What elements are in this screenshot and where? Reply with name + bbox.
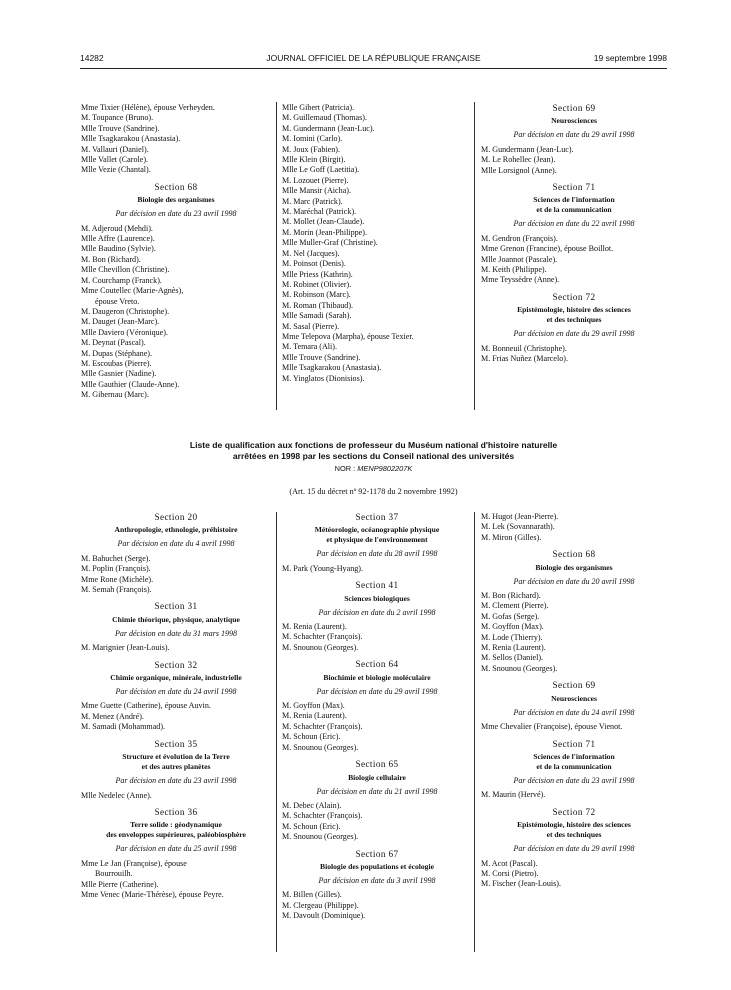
name-entry: M. Schachter (François). (282, 811, 363, 821)
section-block (481, 680, 667, 732)
section-subject-line: Structure et évolution de la Terre (122, 752, 230, 762)
section-subject-line: et des techniques (546, 315, 602, 325)
section-heading: Section 64 (355, 659, 399, 670)
section-subject (282, 862, 472, 872)
name-entry: M. Acot (Pascal). (481, 858, 538, 868)
name-entry: M. Morin (Jean-Philippe). (282, 227, 367, 237)
nor-code: MENP9802207K (357, 464, 413, 473)
name-entry: M. Schoun (Eric). (282, 732, 341, 742)
section-subject-line: Biologie cellulaire (348, 772, 406, 782)
name-entry: Mme Rone (Michèle). (81, 574, 154, 584)
section-subject-line: Epistémologie, histoire des sciences (517, 305, 631, 315)
section-subject (481, 752, 667, 772)
section-block (81, 807, 271, 900)
section-heading: Section 69 (552, 103, 596, 113)
name-entry: M. Sellos (Daniel). (481, 653, 544, 663)
name-entry: M. Bahuchet (Serge). (81, 553, 151, 563)
section-heading: Section 32 (154, 659, 198, 670)
section-heading: Section 65 (355, 759, 399, 770)
section-subject-line: Sciences de l'information (533, 751, 615, 761)
name-entry: M. Bon (Richard). (481, 591, 541, 601)
name-entry: M. Gibernau (Marc). (81, 390, 149, 400)
section-heading: Section 20 (154, 512, 198, 522)
top-column-2 (282, 103, 472, 384)
name-entry: M. Vallauri (Daniel). (81, 144, 149, 154)
decision-date: Par décision en date du 31 mars 1998 (115, 628, 237, 638)
decision-date: Par décision en date du 20 avril 1998 (513, 576, 635, 586)
section-subject-line: et des techniques (546, 830, 602, 840)
section-block (81, 739, 271, 801)
name-entry: M. Temara (Ali). (282, 342, 338, 352)
section-subject-line: et de la communication (536, 761, 612, 771)
name-entry: Mlle Klein (Birgit). (282, 155, 346, 165)
name-entry: Bourrouilh. (95, 869, 133, 879)
name-entry: M. Bon (Richard). (81, 254, 141, 264)
name-entry: Mlle Le Goff (Laetitia). (282, 165, 360, 175)
section-block (282, 580, 472, 653)
section-block (282, 849, 472, 922)
name-entry: M. Davoult (Dominique). (282, 911, 366, 921)
section-heading: Section 36 (154, 806, 198, 817)
name-entry: Mlle Chevillon (Christine). (81, 265, 170, 275)
name-entry: M. Frias Nuñez (Marcelo). (481, 354, 568, 364)
publication-date: 19 septembre 1998 (593, 53, 667, 63)
name-entry: M. Snounou (Georges). (282, 832, 359, 842)
section-subject-line: Terre solide : géodynamique (130, 820, 222, 830)
section-subject (282, 773, 472, 783)
list-title (80, 440, 667, 462)
decision-date: Par décision en date du 29 avril 1998 (513, 130, 635, 140)
section-subject (81, 673, 271, 683)
name-entry: M. Joux (Fabien). (282, 144, 340, 154)
name-entry: M. Courchamp (Franck). (81, 275, 162, 285)
decision-date: Par décision en date du 21 avril 1998 (316, 786, 438, 796)
section-subject-line: Biologie des organismes (535, 562, 613, 572)
name-entry: M. Marc (Patrick). (282, 196, 343, 206)
name-entry: M. Snounou (Georges). (481, 663, 558, 673)
name-entry: Mlle Gasnier (Nadine). (81, 369, 157, 379)
name-entry: M. Dupas (Stéphane). (81, 348, 153, 358)
name-entry: M. Renia (Laurent). (282, 711, 347, 721)
section-subject (81, 820, 271, 840)
section-subject-line: Biologie des populations et écologie (320, 861, 434, 871)
name-entry: M. Bonneuil (Christophe). (481, 343, 567, 353)
section-subject (282, 525, 472, 545)
name-entry: M. Snounou (Georges). (282, 642, 359, 652)
section-subject-line: Chimie organique, minérale, industrielle (110, 673, 242, 683)
name-entry: M. Gundermann (Jean-Luc). (481, 144, 574, 154)
decision-date: Par décision en date du 23 avril 1998 (115, 776, 237, 786)
name-entry: M. Debec (Alain). (282, 800, 342, 810)
name-entry: M. Schachter (François). (282, 632, 363, 642)
section-block (481, 292, 667, 365)
name-entry: Mme Grenon (Francine), épouse Boillot. (481, 244, 614, 254)
section-block (81, 512, 271, 595)
decision-date: Par décision en date du 24 avril 1998 (115, 687, 237, 697)
name-entry: M. Samadi (Mohammad). (81, 722, 166, 732)
decision-date: Par décision en date du 29 avril 1998 (513, 844, 635, 854)
name-entry: M. Miron (Gilles). (481, 532, 542, 542)
section-subject-line: et des autres planètes (141, 762, 211, 772)
section-subject (282, 673, 472, 683)
section-subject-line: Chimie théorique, physique, analytique (112, 614, 240, 624)
section-subject-line: et physique de l'environnement (326, 535, 428, 545)
header-rule (80, 68, 667, 69)
top-column-1 (81, 103, 271, 401)
name-entry: M. Robinet (Olivier). (282, 279, 352, 289)
name-entry: Mme Coutellec (Marie-Agnès), (81, 286, 184, 296)
section-heading: Section 37 (355, 512, 399, 522)
section-subject (81, 752, 271, 772)
decision-date: Par décision en date du 29 avril 1998 (513, 329, 635, 339)
section-heading: Section 41 (355, 580, 399, 591)
section-heading: Section 69 (552, 680, 596, 691)
section-block (81, 601, 271, 653)
name-entry: Mlle Gauthier (Claude-Anne). (81, 379, 180, 389)
name-entry: M. Lek (Sovannarath). (481, 522, 555, 532)
section-block (282, 512, 472, 574)
name-entry: Mlle Trouve (Sandrine). (282, 352, 361, 362)
name-entry: M. Guillemaud (Thomas). (282, 113, 367, 123)
section-subject-line: et de la communication (536, 205, 612, 215)
bottom-column-1 (81, 506, 271, 900)
section-subject-line: Météorologie, océanographie physique (314, 525, 440, 535)
name-entry: M. Dauget (Jean-Marc). (81, 317, 160, 327)
section-heading: Section 68 (154, 181, 198, 192)
name-entry: Mme Chevalier (Françoise), épouse Vienot. (481, 722, 623, 732)
name-entry: M. Fischer (Jean-Louis). (481, 879, 562, 889)
name-entry: Mlle Trouve (Sandrine). (81, 123, 160, 133)
section-subject (481, 694, 667, 704)
name-entry: M. Nel (Jacques). (282, 248, 340, 258)
name-entry: Mlle Affre (Laurence). (81, 234, 155, 244)
journal-title: JOURNAL OFFICIEL DE LA RÉPUBLIQUE FRANÇAISE (266, 53, 481, 63)
name-entry: Mlle Joannot (Pascale). (481, 254, 558, 264)
name-entry: M. Snounou (Georges). (282, 742, 359, 752)
name-entry: Mlle Vezie (Chantal). (81, 165, 151, 175)
section-subject (481, 116, 667, 126)
page-header (80, 53, 667, 67)
section-subject (481, 820, 667, 840)
decision-date: Par décision en date du 3 avril 1998 (318, 875, 436, 885)
section-heading: Section 71 (552, 738, 596, 749)
decision-date: Par décision en date du 24 avril 1998 (513, 707, 635, 717)
section-subject-line: Sciences de l'information (533, 195, 615, 205)
name-entry: Mme Teyssèdre (Anne). (481, 275, 560, 285)
name-entry: Mme Le Jan (Françoise), épouse (81, 858, 187, 868)
name-entry: Mlle Mansir (Aicha). (282, 186, 352, 196)
name-entry: Mlle Baudino (Sylvie). (81, 244, 156, 254)
list-title-line-2: arrêtées en 1998 par les sections du Conseil national des universités (232, 451, 515, 461)
decision-date: Par décision en date du 22 avril 1998 (513, 219, 635, 229)
section-subject (81, 525, 271, 535)
column-divider (474, 102, 475, 410)
name-entry: M. Maréchal (Patrick). (282, 207, 357, 217)
name-entry: Mme Venec (Marie-Thérèse), épouse Peyre. (81, 889, 224, 899)
name-entry: Mme Tixier (Hélène), épouse Verheyden. (81, 103, 215, 112)
section-block (81, 660, 271, 733)
name-entry: M. Gundermann (Jean-Luc). (282, 123, 375, 133)
decision-date: Par décision en date du 23 avril 1998 (513, 775, 635, 785)
name-entry: Mlle Muller-Graf (Christine). (282, 238, 378, 248)
name-entry: Mlle Lorsignol (Anne). (481, 165, 557, 175)
name-entry: M. Poplin (François). (81, 564, 151, 574)
page-number: 14282 (80, 53, 104, 63)
name-entry: M. Clergeau (Philippe). (282, 900, 359, 910)
name-entry: Mlle Samadi (Sarah). (282, 311, 352, 321)
name-entry: M. Semah (François). (81, 585, 152, 595)
section-subject-line: des enveloppes supérieures, paléobiosphère (106, 830, 246, 840)
name-entry: M. Adjeroud (Mehdi). (81, 223, 153, 233)
column-divider (276, 102, 277, 410)
section-subject-line: Anthropologie, ethnologie, préhistoire (114, 525, 238, 535)
name-entry: Mlle Daviero (Véronique). (81, 327, 168, 337)
name-entry: épouse Vreto. (95, 296, 140, 306)
bottom-column-2 (282, 506, 472, 922)
name-entry: M. Renia (Laurent). (481, 643, 546, 653)
name-entry: M. Goyffon (Max). (481, 622, 544, 632)
name-entry: M. Clement (Pierre). (481, 601, 549, 611)
decision-date: Par décision en date du 2 avril 1998 (318, 607, 436, 617)
list-title-line-1: Liste de qualification aux fonctions de professeur du Muséum national d'histoire naturelle (189, 440, 558, 450)
decision-date: Par décision en date du 4 avril 1998 (117, 539, 235, 549)
section-block (282, 759, 472, 842)
name-entry: M. Billen (Gilles). (282, 890, 342, 900)
section-subject (81, 615, 271, 625)
section-block (282, 659, 472, 753)
name-entry: M. Lozouet (Pierre). (282, 175, 349, 185)
column-divider (474, 512, 475, 952)
section-subject-line: Epistémologie, histoire des sciences (517, 820, 631, 830)
name-entry: M. Escoubas (Pierre). (81, 358, 152, 368)
section-subject-line: Neurosciences (551, 693, 597, 703)
section-block (481, 739, 667, 801)
section-subject-line: Neurosciences (551, 116, 597, 126)
name-entry: M. Corsi (Pietro). (481, 868, 539, 878)
nor-label: NOR : (334, 464, 356, 473)
column-divider (276, 512, 277, 952)
name-entry: M. Deynat (Pascal). (81, 338, 146, 348)
article-reference: (Art. 15 du décret nº 92-1178 du 2 novembre 1992) (289, 487, 458, 496)
name-entry: M. Hugot (Jean-Pierre). (481, 512, 559, 521)
name-entry: M. Maurin (Hervé). (481, 790, 546, 800)
name-entry: Mlle Pierre (Catherine). (81, 879, 159, 889)
section-heading: Section 68 (552, 549, 596, 560)
section-heading: Section 67 (355, 848, 399, 859)
bottom-column-3 (481, 512, 667, 890)
section-block (481, 182, 667, 286)
name-entry: M. Robinson (Marc). (282, 290, 351, 300)
name-entry: M. Gendron (François). (481, 233, 558, 243)
name-entry: M. Lode (Thierry). (481, 632, 543, 642)
name-entry: M. Marignier (Jean-Louis). (81, 643, 170, 653)
name-entry: M. Toupance (Bruno). (81, 113, 154, 123)
name-entry: M. Goyffon (Max). (282, 701, 345, 711)
section-subject-line: Biochimie et biologie moléculaire (323, 672, 431, 682)
section-heading: Section 72 (552, 806, 596, 817)
name-entry: Mlle Nedelec (Anne). (81, 790, 152, 800)
name-entry: Mlle Tsagkarakou (Anastasia). (81, 134, 181, 144)
name-entry: M. Schoun (Eric). (282, 821, 341, 831)
name-entry: M. Mollet (Jean-Claude). (282, 217, 365, 227)
section-subject: Biologie des organismes (137, 195, 215, 205)
nor-reference (80, 464, 667, 473)
name-entry: Mlle Priess (Kathrin). (282, 269, 353, 279)
section-heading: Section 31 (154, 601, 198, 612)
section-subject (481, 563, 667, 573)
name-entry: M. Roman (Thibaud). (282, 300, 354, 310)
name-entry: M. Schachter (François). (282, 721, 363, 731)
name-entry: M. Gofas (Serge). (481, 611, 540, 621)
section-heading: Section 71 (552, 182, 596, 193)
section-subject-line: Sciences biologiques (344, 593, 410, 603)
name-entry: Mlle Vallet (Carole). (81, 155, 149, 165)
section-block (481, 807, 667, 890)
name-entry: M. Le Rohellec (Jean). (481, 155, 556, 165)
name-entry: M. Iomini (Carlo). (282, 134, 343, 144)
name-entry: Mme Guette (Catherine), épouse Auvin. (81, 701, 211, 711)
decision-date: Par décision en date du 28 avril 1998 (316, 549, 438, 559)
section-heading: Section 72 (552, 291, 596, 302)
name-entry: M. Keith (Philippe). (481, 265, 547, 275)
top-column-3 (481, 97, 667, 365)
name-entry: Mlle Gibert (Patricia). (282, 103, 355, 112)
decision-date: Par décision en date du 25 avril 1998 (115, 844, 237, 854)
name-entry: M. Park (Young-Hyang). (282, 563, 364, 573)
section-subject (481, 195, 667, 215)
section-subject (481, 305, 667, 325)
name-entry: M. Renia (Laurent). (282, 622, 347, 632)
name-entry: Mme Telepova (Marpha), épouse Texier. (282, 331, 414, 341)
section-heading: Section 35 (154, 738, 198, 749)
name-entry: M. Poinsot (Denis). (282, 259, 346, 269)
name-entry: M. Daugeron (Christophe). (81, 306, 170, 316)
section-subject (282, 594, 472, 604)
decision-date: Par décision en date du 23 avril 1998 (115, 209, 237, 219)
section-block (481, 549, 667, 674)
name-entry: M. Yinglatos (Dionisios). (282, 373, 365, 383)
decision-date: Par décision en date du 29 avril 1998 (316, 686, 438, 696)
name-entry: Mlle Tsagkarakou (Anastasia). (282, 363, 382, 373)
name-entry: M. Sasal (Pierre). (282, 321, 340, 331)
section-block (481, 103, 667, 176)
name-entry: M. Menez (André). (81, 711, 144, 721)
